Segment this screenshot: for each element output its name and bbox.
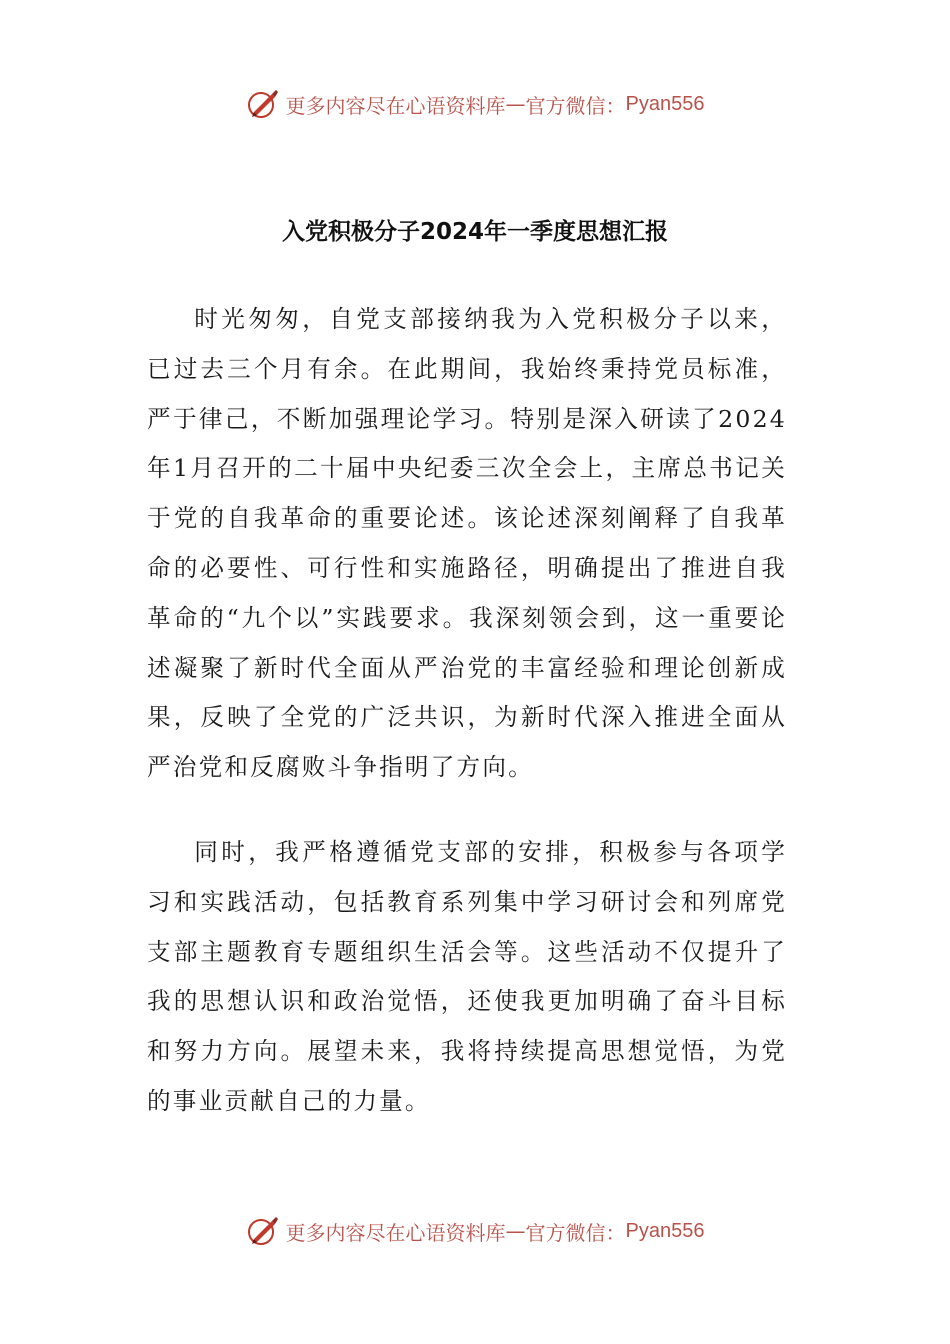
brand-slogan: 更多内容尽在心语资料库 <box>285 93 506 118</box>
brand-separator: — <box>505 1219 526 1243</box>
page-title: 入党积极分子2024年一季度思想汇报 <box>281 219 668 245</box>
header-watermark <box>0 84 950 124</box>
wechat-handle: Pyan556 <box>625 92 705 115</box>
official-wechat-label: 官方微信： <box>525 1220 626 1245</box>
official-wechat-label: 官方微信： <box>525 93 626 118</box>
pen-logo-icon <box>246 1214 280 1248</box>
brand-separator: — <box>505 92 526 116</box>
pen-logo-icon <box>246 87 280 121</box>
paragraph-2: 同时，我严格遵循党支部的安排，积极参与各项学习和实践活动，包括教育系列集中学习研讨会和列席党支部主题教育专题组织生活会等。这些活动不仅提升了我的思想认识和政治觉悟，还使我更加明确了奋斗目标和努力方向。展望未来，我将持续提高思想觉悟，为党的事业贡献自己的力量。 <box>147 838 787 1115</box>
brand-slogan: 更多内容尽在心语资料库 <box>285 1220 506 1245</box>
footer-watermark <box>0 1211 950 1251</box>
paragraph-1: 时光匆匆，自党支部接纳我为入党积极分子以来，已过去三个月有余。在此期间，我始终秉持党员标准，严于律己，不断加强理论学习。特别是深入研读了2024年1月召开的二十届中央纪委三次全会上，主席总书记关于党的自我革命的重要论述。该论述深刻阐释了自我革命的必要性、可行性和实施路径，明确提出了推进自我革命的“九个以”实践要求。我深刻领会到，这一重要论述凝聚了新时代全面从严治党的丰富经验和理论创新成果，反映了全党的广泛共识，为新时代深入推进全面从严治党和反腐败斗争指明了方向。 <box>147 305 787 782</box>
wechat-handle: Pyan556 <box>625 1219 705 1242</box>
